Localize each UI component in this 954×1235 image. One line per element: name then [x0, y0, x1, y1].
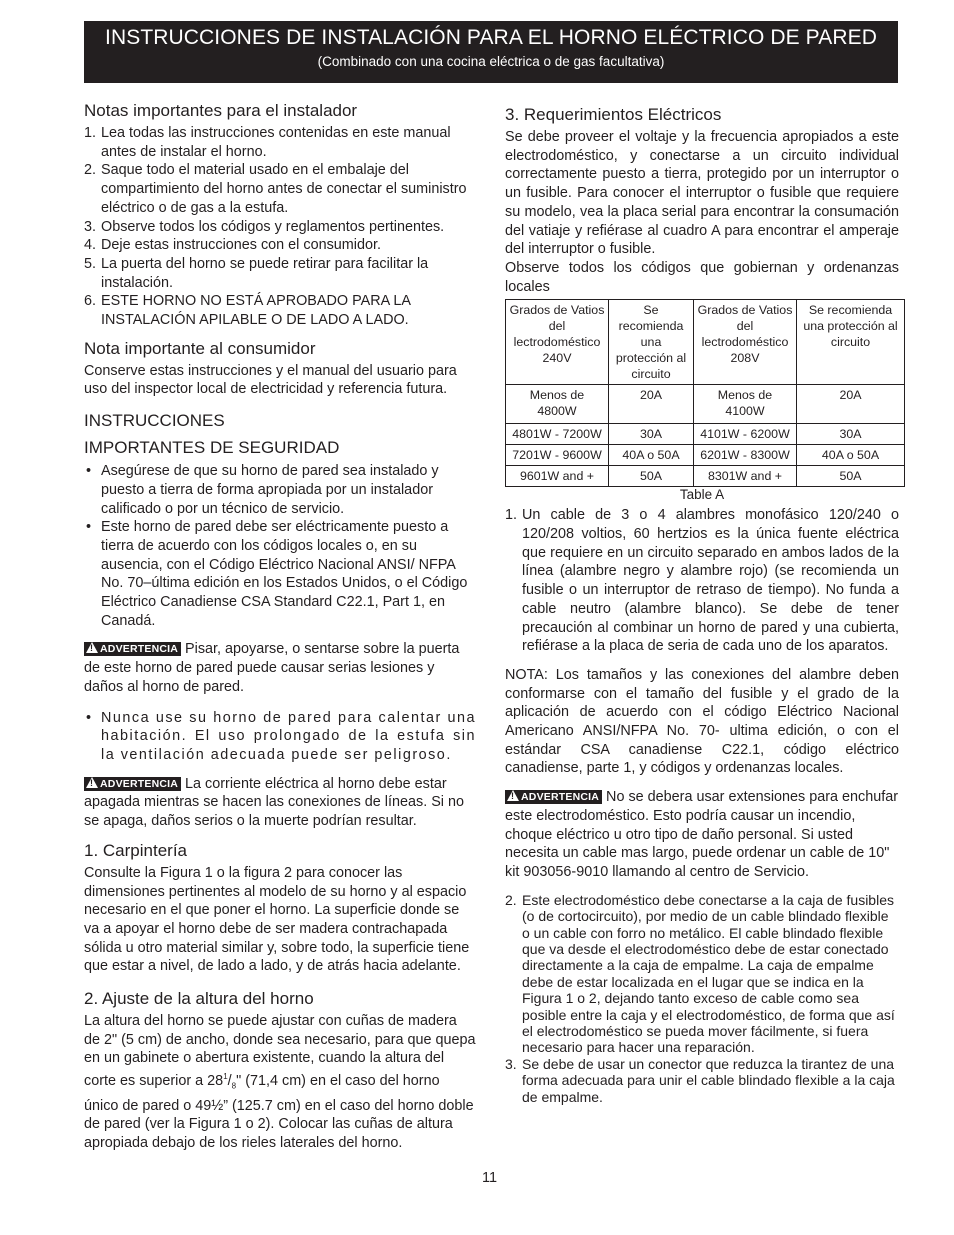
item-text: Nunca use su horno de pared para calentar una habitación. El uso prolongado de la estufa sin la ventilación adecuada puede ser peligroso.: [101, 709, 476, 763]
item-number: 2.: [505, 891, 517, 908]
table-caption: Table A: [679, 487, 725, 503]
nota-text: NOTA: Los tamaños y las conexiones del alambre deben conformarse con el tamaño del fusible y el grado de la aplicación de acuerdo con el código Eléctrico Nacional Americano ANSI/NFPA No. 70- ultima edición, o con el estándar CSA canadiense C22.1, código eléctrico canadiense, parte 1, y códigos y ordenanzas locales.: [505, 666, 899, 777]
warning-badge: !ADVERTENCIA: [84, 777, 181, 791]
warning-icon: [86, 642, 98, 653]
notas-list: [84, 124, 476, 330]
table-cell: 9601W and +: [506, 466, 609, 487]
item-number: 3.: [505, 1055, 517, 1072]
table-cell: Menos de 4800W: [506, 385, 609, 424]
requerimientos-list: [505, 506, 899, 656]
consumidor-text: Conserve estas instrucciones y el manual del usuario para uso del inspector local de electricidad y referencia futura.: [84, 362, 457, 398]
warning-icon: [507, 790, 519, 801]
page-subtitle: (Combinado con una cocina eléctrica o de gas facultativa): [317, 54, 665, 69]
table-a: [505, 299, 905, 487]
page-number: 11: [482, 1170, 498, 1186]
table-header: Se recomienda una protección al circuito: [797, 300, 905, 385]
item-text: Lea todas las instrucciones contenidas en este manual antes de instalar el horno.: [101, 125, 451, 160]
list-item: [84, 161, 476, 217]
item-text: ESTE HORNO NO ESTÁ APROBADO PARA LA INSTALACIÓN APILABLE O DE LADO A LADO.: [101, 293, 411, 329]
seguridad-list-2: [84, 709, 476, 765]
item-text: Observe todos los códigos y reglamentos pertinentes.: [101, 218, 445, 235]
list-item: [84, 255, 476, 292]
requerimientos-text: Se debe proveer el voltaje y la frecuencia apropiados a este electrodoméstico, y conectarse a un circuito individual correctamente puesto a tierra, protegido por un interruptor o un fusible. Para conocer el interruptor o fusible que requiere su modelo, vea la placa serial para encontrar la consumación del vatiaje y refiérase al cuadro A para encontrar el amperaje del interruptor o fusible.: [505, 129, 899, 258]
altura-text: La altura del horno se puede ajustar con cuñas de madera de 2" (5 cm) de ancho, donde sea necesario, para que quepa en un gabinete o abertura existente, cuando la altura del corte es superior a $28^1/_8$" (71,4 cm) en el caso del horno único de pared o 49½” (125.7 cm) en el caso del horno doble de pared (ver la Figura 1 o 2). Colocar las cuñas de altura apropiada debajo de los rieles laterales del horno.: [84, 1013, 476, 1151]
table-row: [506, 466, 905, 487]
list-item: [84, 218, 476, 237]
warning-text: Pisar, apoyarse, o sentarse sobre la puerta de este horno de pared puede causar serias lesiones y daños al horno de pared.: [84, 641, 460, 695]
item-number: 1.: [84, 125, 97, 141]
left-column: [84, 100, 476, 1153]
notas-heading: Notas importantes para el instalador: [84, 101, 358, 120]
list-item: [505, 892, 899, 1056]
requerimientos-text-2: Observe todos los códigos que gobiernan y ordenanzas locales: [505, 259, 899, 295]
right-column: [505, 104, 899, 1105]
warning-text: La corriente eléctrica al horno debe estar apagada mientras se hacen las conexiones de líneas. Si no se apaga, daños serios o la muerte podrían resultar.: [84, 775, 465, 830]
list-item: [505, 506, 899, 656]
item-text: La puerta del horno se puede retirar para facilitar la instalación.: [101, 255, 429, 291]
item-number: 5.: [84, 255, 97, 272]
table-cell: 40A o 50A: [797, 445, 905, 466]
table-row: [506, 385, 905, 424]
item-text: Se debe de usar un conector que reduzca la tirantez de una forma adecuada para unir el cable blindado flexible a la caja de empalme.: [522, 1055, 895, 1105]
table-header: Grados de Vatios del lectrodoméstico 208V: [694, 300, 797, 385]
warning-paragraph: [84, 640, 476, 696]
item-text: Este horno de pared debe ser eléctricamente puesto a tierra de acuerdo con los códigos locales o, en su ausencia, con el Código Eléctrico Nacional ANSI/ NFPA No. 70–última edición en los Estados Unidos, o el Código Eléctrico Canadiense CSA Standard C22.1, Part 1, en Canadá.: [101, 519, 468, 629]
table-cell: 50A: [797, 466, 905, 487]
warning-paragraph: [505, 788, 899, 882]
table-cell: Menos de 4100W: [694, 385, 797, 424]
item-number: 6.: [84, 293, 97, 310]
page-title: INSTRUCCIONES DE INSTALACIÓN PARA EL HORNO ELÉCTRICO DE PARED: [105, 26, 877, 49]
warning-badge: !ADVERTENCIA: [505, 790, 602, 804]
item-text: Este electrodoméstico debe conectarse a la caja de fusibles (o de cortocircuito), por medio de un cable blindado flexible o un cable con forro no metálico. El cable blindado flexible que va desde el electrodoméstico debe de estar conectado directamente a la caja de empalme. La caja de empalme debe de estar localizada en el lugar que se indica en la Figura 1 o 2, dejando tanto exceso de cable como sea posible entre la caja y el electrodoméstico, de forma que así el electrodoméstico se pueda mover fácilmente, si fuera necesario para hacer una reparación.: [522, 891, 895, 1056]
requerimientos-list-2: [505, 892, 899, 1105]
list-item: [84, 462, 476, 518]
table-header: Se recomienda una protección al circuito: [609, 300, 694, 385]
table-cell: 6201W - 8300W: [694, 445, 797, 466]
carpinteria-text: Consulte la Figura 1 o la figura 2 para conocer las dimensiones pertinentes al modelo de su horno y al espacio necesario en el que poner el horno. La superficie donde se va a apoyar el horno debe de ser madera contrachapada sólida u otro material similar y, sobre todo, la superficie tiene que estar a nivel, de lado a lado, y de atrás hacia adelante.: [84, 864, 470, 975]
item-text: Saque todo el material usado en el embalaje del compartimiento del horno antes de conectar el suministro eléctrico o de gas a la estufa.: [101, 162, 467, 216]
table-cell: 40A o 50A: [609, 445, 694, 466]
item-number: 1.: [505, 507, 518, 524]
bullet-icon: •: [86, 463, 92, 480]
table-cell: 30A: [609, 424, 694, 445]
list-item: [84, 518, 476, 630]
item-number: 3.: [84, 218, 97, 235]
list-item: [84, 292, 476, 329]
warning-badge: !ADVERTENCIA: [84, 642, 181, 656]
item-text: Asegúrese de que su horno de pared sea instalado y puesto a tierra de forma apropiada por un instalador calificado o por un técnico de servicio.: [101, 463, 439, 517]
requerimientos-heading: 3. Requerimientos Eléctricos: [505, 105, 722, 124]
seguridad-heading-line2: IMPORTANTES DE SEGURIDAD: [84, 438, 340, 458]
consumidor-heading: Nota importante al consumidor: [84, 338, 316, 358]
list-item: [84, 124, 476, 161]
carpinteria-heading: 1. Carpintería: [84, 840, 187, 860]
table-cell: 20A: [609, 385, 694, 424]
table-cell: 8301W and +: [694, 466, 797, 487]
list-item: [84, 236, 476, 255]
warning-icon: [86, 777, 98, 788]
warning-paragraph: [84, 775, 476, 831]
altura-heading: 2. Ajuste de la altura del horno: [84, 989, 314, 1009]
item-text: Un cable de 3 o 4 alambres monofásico 120/240 o 120/208 voltios, 60 hertzios es la única fuente eléctrica que requiere en un circuito separado en ambos lados de la línea (alambre negro y alambre rojo) (se recomienda un fusible o un interruptor de retraso de tiempo). No funda a cable neutro (alambre blanco). Se debe de tener precaución al combinar un horno de pared y una cubierta, refiérase a la placa de seria de cada uno de los aparatos.: [522, 507, 899, 655]
table-cell: 7201W - 9600W: [506, 445, 609, 466]
seguridad-heading-line1: INSTRUCCIONES: [84, 411, 225, 431]
title-banner: [84, 21, 898, 83]
bullet-icon: •: [86, 519, 92, 536]
table-cell: 30A: [797, 424, 905, 445]
table-header: Grados de Vatios del lectrodoméstico 240V: [506, 300, 609, 385]
table-row: [506, 445, 905, 466]
table-row: [506, 424, 905, 445]
list-item: [84, 709, 476, 765]
bullet-icon: •: [86, 709, 92, 726]
seguridad-list: [84, 462, 476, 630]
table-header-row: [506, 300, 905, 385]
table-cell: 4801W - 7200W: [506, 424, 609, 445]
list-item: [505, 1056, 899, 1105]
table-cell: 50A: [609, 466, 694, 487]
table-cell: 20A: [797, 385, 905, 424]
warning-text: No se debera usar extensiones para enchufar este electrodoméstico. Esto podría causar un incendio, choque eléctrico u otro tipo de daño personal. Si usted necesita un cable mas largo, puede ordenar un cable de 10" kit 903056-9010 llamando al centro de Servicio.: [505, 789, 899, 880]
item-number: 4.: [84, 237, 97, 254]
item-text: Deje estas instrucciones con el consumidor.: [101, 237, 381, 254]
table-cell: 4101W - 6200W: [694, 424, 797, 445]
item-number: 2.: [84, 162, 97, 179]
